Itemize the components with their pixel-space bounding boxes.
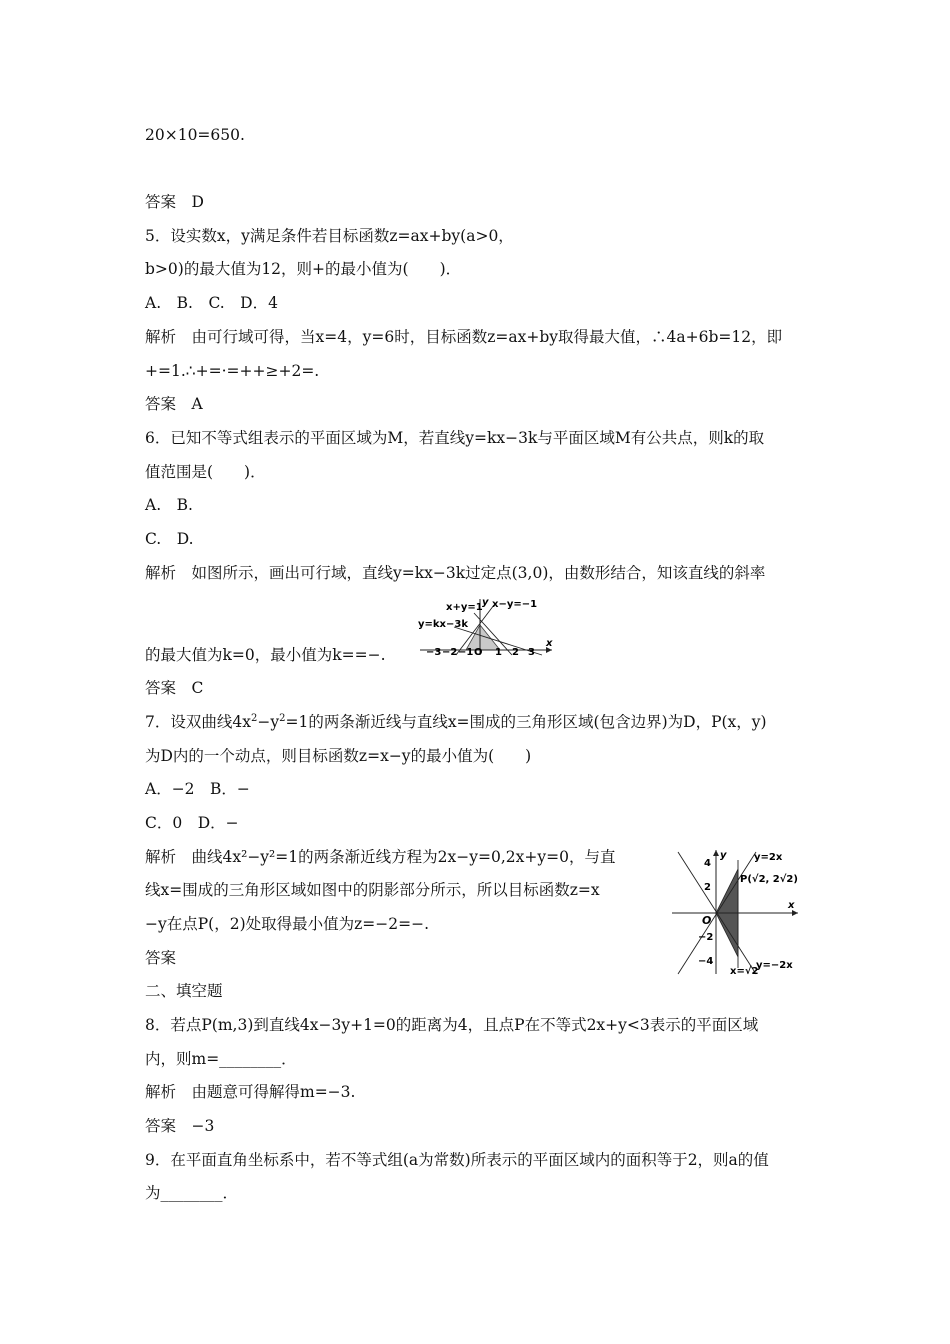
exponent-1: 2 [250, 712, 258, 724]
y-axis-arrow [713, 850, 719, 856]
label-x-axis: x [546, 638, 553, 649]
tick-3: 3 [528, 647, 535, 657]
question-6-line1: 6．已知不等式组表示的平面区域为M，若直线y=kx−3k与平面区域M有公共点，则k的取 [145, 429, 765, 447]
line-calc: 20×10=650. [145, 126, 245, 144]
question-8-line1: 8．若点P(m,3)到直线4x−3y+1=0的距离为4，且点P在不等式2x+y<3表示的平面区域 [145, 1016, 759, 1034]
answer-q4: 答案 D [145, 193, 204, 211]
question-7-line1-post: =1的两条渐近线与直线x=围成的三角形区域(包含边界)为D，P(x，y) [285, 713, 767, 731]
label-x-minus-y: x−y=−1 [492, 599, 538, 610]
label-point-p: P(√2, 2√2) [740, 874, 798, 885]
label-y-neg-2x: y=−2x [756, 960, 793, 971]
solution-7-line2: 线x=围成的三角形区域如图中的阴影部分所示，所以目标函数z=x [145, 881, 600, 899]
label-y-axis: y [482, 597, 489, 608]
label-origin: O [702, 914, 712, 927]
solution-5-line2: +=1.∴+=·=++≥+2=. [145, 362, 320, 380]
solution-5-line1: 解析 由可行域可得，当x=4，y=6时，目标函数z=ax+by取得最大值，∴4a+6b=12，即 [145, 328, 783, 346]
tick-1: 1 [495, 647, 502, 657]
question-6-line2: 值范围是( )． [145, 463, 266, 481]
question-8-line2: 内，则m=________． [145, 1050, 297, 1068]
question-9-line1: 9．在平面直角坐标系中，若不等式组(a为常数)所表示的平面区域内的面积等于2，则a的值 [145, 1151, 769, 1169]
label-x-plus-y-1: x+y=1 [446, 602, 483, 613]
question-7-options-ab: A．−2 B．− [145, 780, 250, 798]
question-7-options-cd: C．0 D．− [145, 814, 239, 832]
question-5-line1: 5．设实数x，y满足条件若目标函数z=ax+by(a>0， [145, 227, 514, 245]
tick-2: 2 [704, 882, 711, 893]
solution-6-line2: 的最大值为k=0，最小值为k==−. [145, 646, 386, 664]
question-6-options-ab: A. B. [145, 496, 193, 514]
tick-neg2: −2 [698, 932, 714, 943]
question-5-options: A. B. C. D．4 [145, 294, 278, 312]
label-y-axis: y [720, 850, 727, 861]
question-6-options-cd: C. D. [145, 530, 194, 548]
solution-7-line3: −y在点P(，2)处取得最小值为z=−2=−. [145, 915, 430, 933]
section-fill-blank: 二、填空题 [145, 982, 223, 1000]
tick-neg4: −4 [698, 956, 714, 967]
label-y-2x: y=2x [754, 852, 783, 863]
tick-neg2: −2 [442, 647, 458, 657]
label-x-sqrt2: x=√2 [730, 966, 759, 976]
question-7-line2: 为D内的一个动点，则目标函数z=x−y的最小值为( ) [145, 747, 532, 765]
answer-q7: 答案 [145, 949, 177, 967]
exponent-2: 2 [279, 712, 286, 724]
tick-2: 2 [512, 647, 519, 657]
question-5-line2: b>0)的最大值为12，则+的最小值为( )． [145, 260, 462, 278]
answer-q5: 答案 A [145, 395, 203, 413]
figure-feasible-region-q6 [416, 595, 556, 657]
question-9-line2: 为________． [145, 1184, 239, 1202]
answer-q6: 答案 C [145, 679, 204, 697]
question-7-line1-pre: 7．设双曲线4x [145, 713, 251, 731]
answer-q8: 答案 −3 [145, 1117, 215, 1135]
figure-triangle-region-q7 [668, 846, 808, 976]
solution-8: 解析 由题意可得解得m=−3. [145, 1083, 356, 1101]
tick-neg3: −3 [426, 647, 442, 657]
label-y-kx-3k: y=kx−3k [418, 619, 468, 630]
label-x-axis: x [788, 900, 795, 911]
solution-7-line1: 解析 曲线4x²−y²=1的两条渐近线方程为2x−y=0,2x+y=0，与直 [145, 848, 616, 866]
tick-origin: O [474, 647, 483, 657]
tick-4: 4 [704, 858, 711, 869]
question-7-line1 [145, 712, 767, 732]
solution-6-line1: 解析 如图所示，画出可行域，直线y=kx−3k过定点(3,0)，由数形结合，知该直线的斜率 [145, 564, 766, 582]
question-7-line1-mid: −y [257, 713, 280, 731]
tick-neg1: −1 [458, 647, 474, 657]
